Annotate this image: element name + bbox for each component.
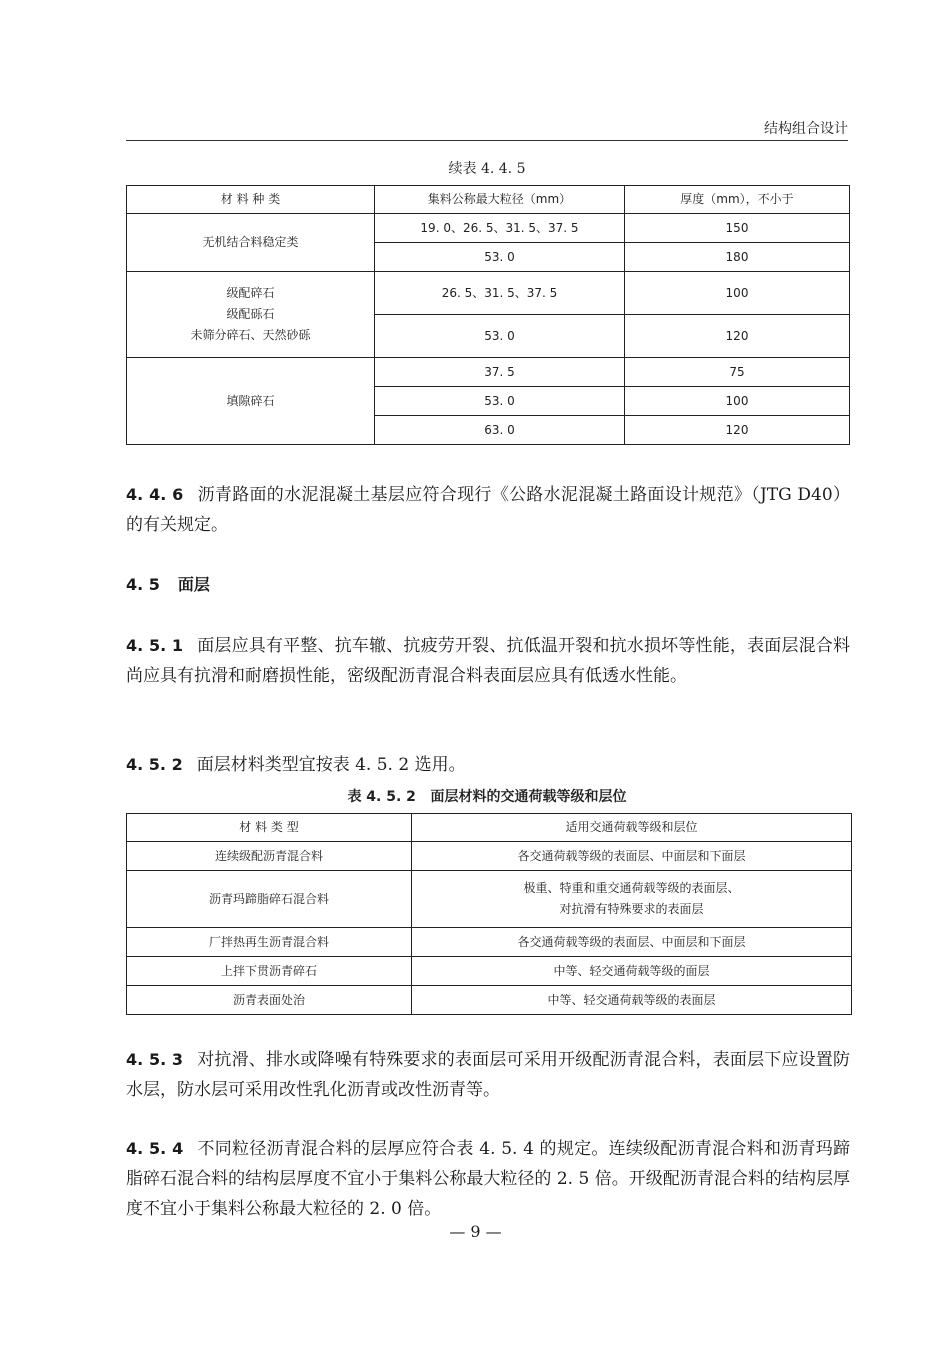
- material-type-cell: 上拌下贯沥青碎石: [127, 957, 412, 986]
- table-4-5-2: [126, 813, 852, 1015]
- column-header: 材 料 类 型: [127, 814, 412, 842]
- section-heading: [126, 572, 210, 595]
- section-title: 面层: [177, 575, 210, 594]
- thickness-cell: 100: [625, 272, 850, 315]
- clause-text: 沥青路面的水泥混凝土基层应符合现行《公路水泥混凝土路面设计规范》（JTG D40）的有关规定。: [126, 485, 850, 535]
- clause-text: 对抗滑、排水或降噪有特殊要求的表面层可采用开级配沥青混合料，表面层下应设置防水层，防水层可采用改性乳化沥青或改性沥青等。: [126, 1050, 850, 1100]
- clause-4-4-6: [126, 480, 850, 540]
- thickness-cell: 120: [625, 416, 850, 445]
- thickness-cell: 100: [625, 387, 850, 416]
- applicable-level-cell: 中等、轻交通荷载等级的表面层: [412, 986, 852, 1015]
- column-header: 厚度（mm），不小于: [625, 186, 850, 214]
- thickness-cell: 75: [625, 358, 850, 387]
- applicable-level-cell: 各交通荷载等级的表面层、中面层和下面层: [412, 928, 852, 957]
- thickness-cell: 120: [625, 315, 850, 358]
- material-cell: 填隙碎石: [127, 358, 375, 445]
- table-4-4-5-continued: [126, 185, 850, 445]
- table-row: [127, 214, 850, 243]
- grain-size-cell: 26. 5、31. 5、37. 5: [375, 272, 625, 315]
- applicable-level-cell: 各交通荷载等级的表面层、中面层和下面层: [412, 842, 852, 871]
- clause-number: 4. 5. 3: [126, 1050, 184, 1069]
- applicable-level-line: 对抗滑有特殊要求的表面层: [559, 902, 704, 916]
- material-type-cell: 连续级配沥青混合料: [127, 842, 412, 871]
- clause-number: 4. 5. 2: [126, 755, 183, 774]
- clause-4-5-4: [126, 1134, 850, 1224]
- material-type-cell: 厂拌热再生沥青混合料: [127, 928, 412, 957]
- table-row: [127, 358, 850, 387]
- clause-text: 面层应具有平整、抗车辙、抗疲劳开裂、抗低温开裂和抗水损坏等性能，表面层混合料尚应具有抗滑和耐磨损性能，密级配沥青混合料表面层应具有低透水性能。: [126, 636, 850, 686]
- table-row: [127, 871, 852, 928]
- grain-size-cell: 37. 5: [375, 358, 625, 387]
- clause-text: 不同粒径沥青混合料的层厚应符合表 4. 5. 4 的规定。连续级配沥青混合料和沥青玛蹄脂碎石混合料的结构层厚度不宜小于集料公称最大粒径的 2. 5 倍。开级配沥青混合料的结构层厚度不宜小于集料公称最大粒径的 2. 0 倍。: [126, 1139, 850, 1219]
- clause-4-5-1: [126, 631, 850, 691]
- column-header: 材 料 种 类: [127, 186, 375, 214]
- section-number: 4. 5: [126, 575, 160, 594]
- table-row: [127, 272, 850, 315]
- clause-number: 4. 4. 6: [126, 485, 184, 504]
- running-header: 结构组合设计: [764, 121, 848, 137]
- applicable-level-line: 极重、特重和重交通荷载等级的表面层、: [523, 881, 740, 895]
- clause-text: 面层材料类型宜按表 4. 5. 2 选用。: [196, 755, 466, 775]
- material-cell: [127, 272, 375, 358]
- material-type-cell: 沥青玛蹄脂碎石混合料: [127, 871, 412, 928]
- table-row: [127, 842, 852, 871]
- material-line: 级配碎石: [226, 286, 275, 300]
- table-row: [127, 957, 852, 986]
- table2-caption-number: 表 4. 5. 2: [347, 789, 416, 805]
- clause-number: 4. 5. 4: [126, 1139, 184, 1158]
- page-number: — 9 —: [449, 1222, 502, 1241]
- table-row: [127, 928, 852, 957]
- material-line: 级配砾石: [226, 307, 275, 321]
- material-type-cell: 沥青表面处治: [127, 986, 412, 1015]
- clause-4-5-2: [126, 750, 850, 780]
- thickness-cell: 180: [625, 243, 850, 272]
- clause-number: 4. 5. 1: [126, 636, 184, 655]
- grain-size-cell: 53. 0: [375, 243, 625, 272]
- column-header: 集料公称最大粒径（mm）: [375, 186, 625, 214]
- grain-size-cell: 63. 0: [375, 416, 625, 445]
- table-row: [127, 986, 852, 1015]
- table1-caption: 续表 4. 4. 5: [448, 161, 526, 177]
- clause-4-5-3: [126, 1045, 850, 1105]
- material-line: 未筛分碎石、天然砂砾: [190, 328, 311, 342]
- grain-size-cell: 53. 0: [375, 387, 625, 416]
- material-cell: 无机结合料稳定类: [127, 214, 375, 272]
- applicable-level-cell: [412, 871, 852, 928]
- grain-size-cell: 53. 0: [375, 315, 625, 358]
- table2-caption: [126, 786, 848, 806]
- table2-caption-title: 面层材料的交通荷载等级和层位: [430, 789, 627, 805]
- grain-size-cell: 19. 0、26. 5、31. 5、37. 5: [375, 214, 625, 243]
- header-rule: [126, 140, 848, 141]
- thickness-cell: 150: [625, 214, 850, 243]
- column-header: 适用交通荷载等级和层位: [412, 814, 852, 842]
- applicable-level-cell: 中等、轻交通荷载等级的面层: [412, 957, 852, 986]
